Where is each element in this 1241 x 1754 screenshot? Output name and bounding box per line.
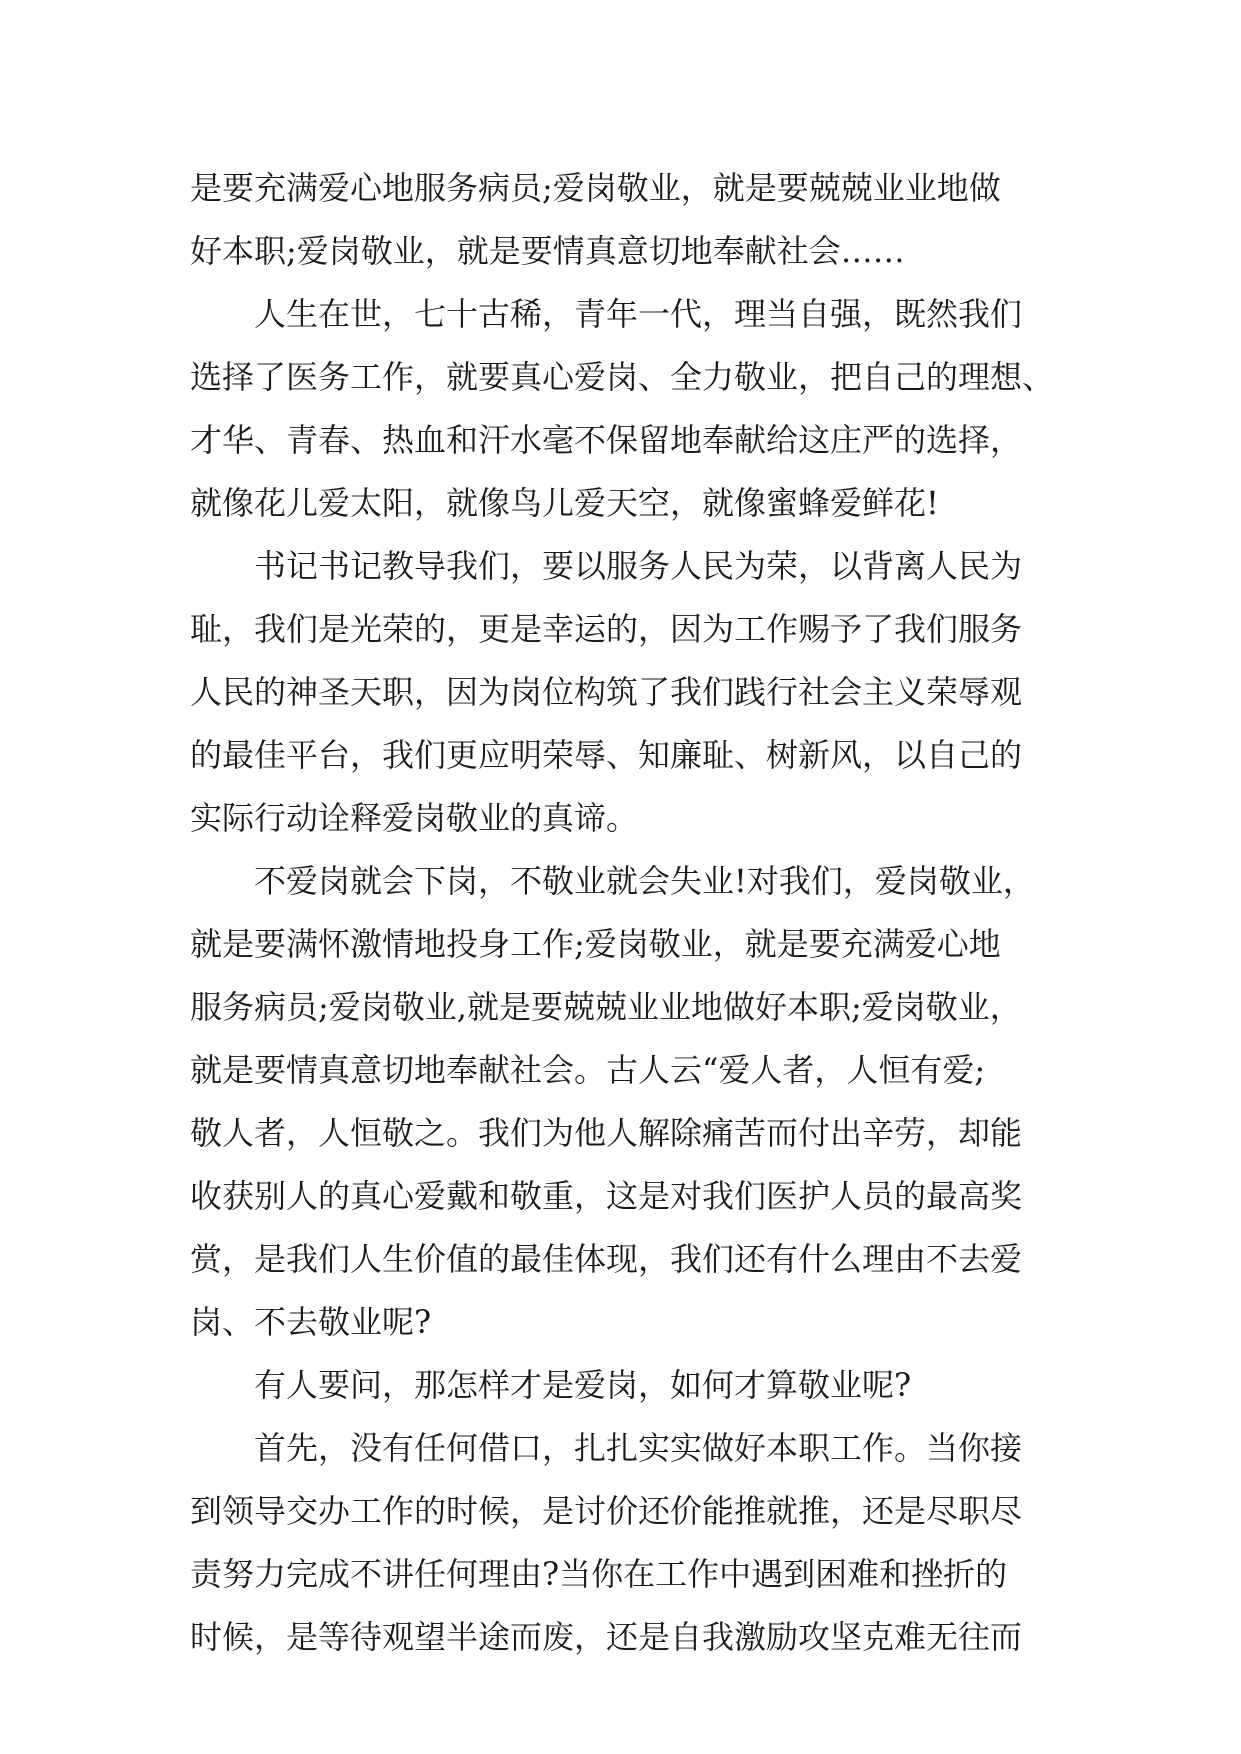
text-line: 好本职;爱岗敬业，就是要情真意切地奉献社会……: [190, 232, 905, 270]
paragraph: [190, 283, 1070, 535]
paragraph: [190, 850, 1070, 1354]
text-line: 人民的神圣天职，因为岗位构筑了我们践行社会主义荣辱观: [190, 673, 1023, 711]
paragraph: [190, 1417, 1070, 1669]
text-line: 就是要满怀激情地投身工作;爱岗敬业，就是要充满爱心地: [190, 925, 1001, 963]
text-line: 有人要问，那怎样才是爱岗，如何才算敬业呢?: [254, 1366, 912, 1404]
text-line: 首先，没有任何借口，扎扎实实做好本职工作。当你接: [254, 1429, 1023, 1467]
text-line: 岗、不去敬业呢?: [190, 1303, 432, 1341]
text-line: 不爱岗就会下岗，不敬业就会失业!对我们，爱岗敬业，: [254, 862, 1035, 900]
paragraph: [190, 157, 1070, 283]
text-line: 实际行动诠释爱岗敬业的真谛。: [190, 799, 639, 837]
text-line: 时候，是等待观望半途而废，还是自我激励攻坚克难无往而: [190, 1618, 1023, 1656]
text-line: 服务病员;爱岗敬业,就是要兢兢业业地做好本职;爱岗敬业，: [190, 988, 1022, 1026]
text-line: 就是要情真意切地奉献社会。古人云“爱人者，人恒有爱;: [190, 1051, 986, 1089]
text-line: 才华、青春、热血和汗水毫不保留地奉献给这庄严的选择，: [190, 421, 1023, 459]
document-body: [190, 157, 1070, 1669]
text-line: 赏，是我们人生价值的最佳体现，我们还有什么理由不去爱: [190, 1240, 1023, 1278]
text-line: 是要充满爱心地服务病员;爱岗敬业，就是要兢兢业业地做: [190, 169, 1001, 207]
text-line: 责努力完成不讲任何理由?当你在工作中遇到困难和挫折的: [190, 1555, 1008, 1593]
text-line: 敬人者，人恒敬之。我们为他人解除痛苦而付出辛劳，却能: [190, 1114, 1023, 1152]
text-line: 人生在世，七十古稀，青年一代，理当自强，既然我们: [254, 295, 1023, 333]
text-line: 书记书记教导我们，要以服务人民为荣，以背离人民为: [254, 547, 1023, 585]
paragraph: [190, 535, 1070, 850]
text-line: 耻，我们是光荣的，更是幸运的，因为工作赐予了我们服务: [190, 610, 1023, 648]
text-line: 就像花儿爱太阳，就像鸟儿爱天空，就像蜜蜂爱鲜花!: [190, 484, 939, 522]
text-line: 到领导交办工作的时候，是讨价还价能推就推，还是尽职尽: [190, 1492, 1023, 1530]
text-line: 选择了医务工作，就要真心爱岗、全力敬业，把自己的理想、: [190, 358, 1055, 396]
paragraph: [190, 1354, 1070, 1417]
text-line: 收获别人的真心爱戴和敬重，这是对我们医护人员的最高奖: [190, 1177, 1023, 1215]
text-line: 的最佳平台，我们更应明荣辱、知廉耻、树新风，以自己的: [190, 736, 1023, 774]
